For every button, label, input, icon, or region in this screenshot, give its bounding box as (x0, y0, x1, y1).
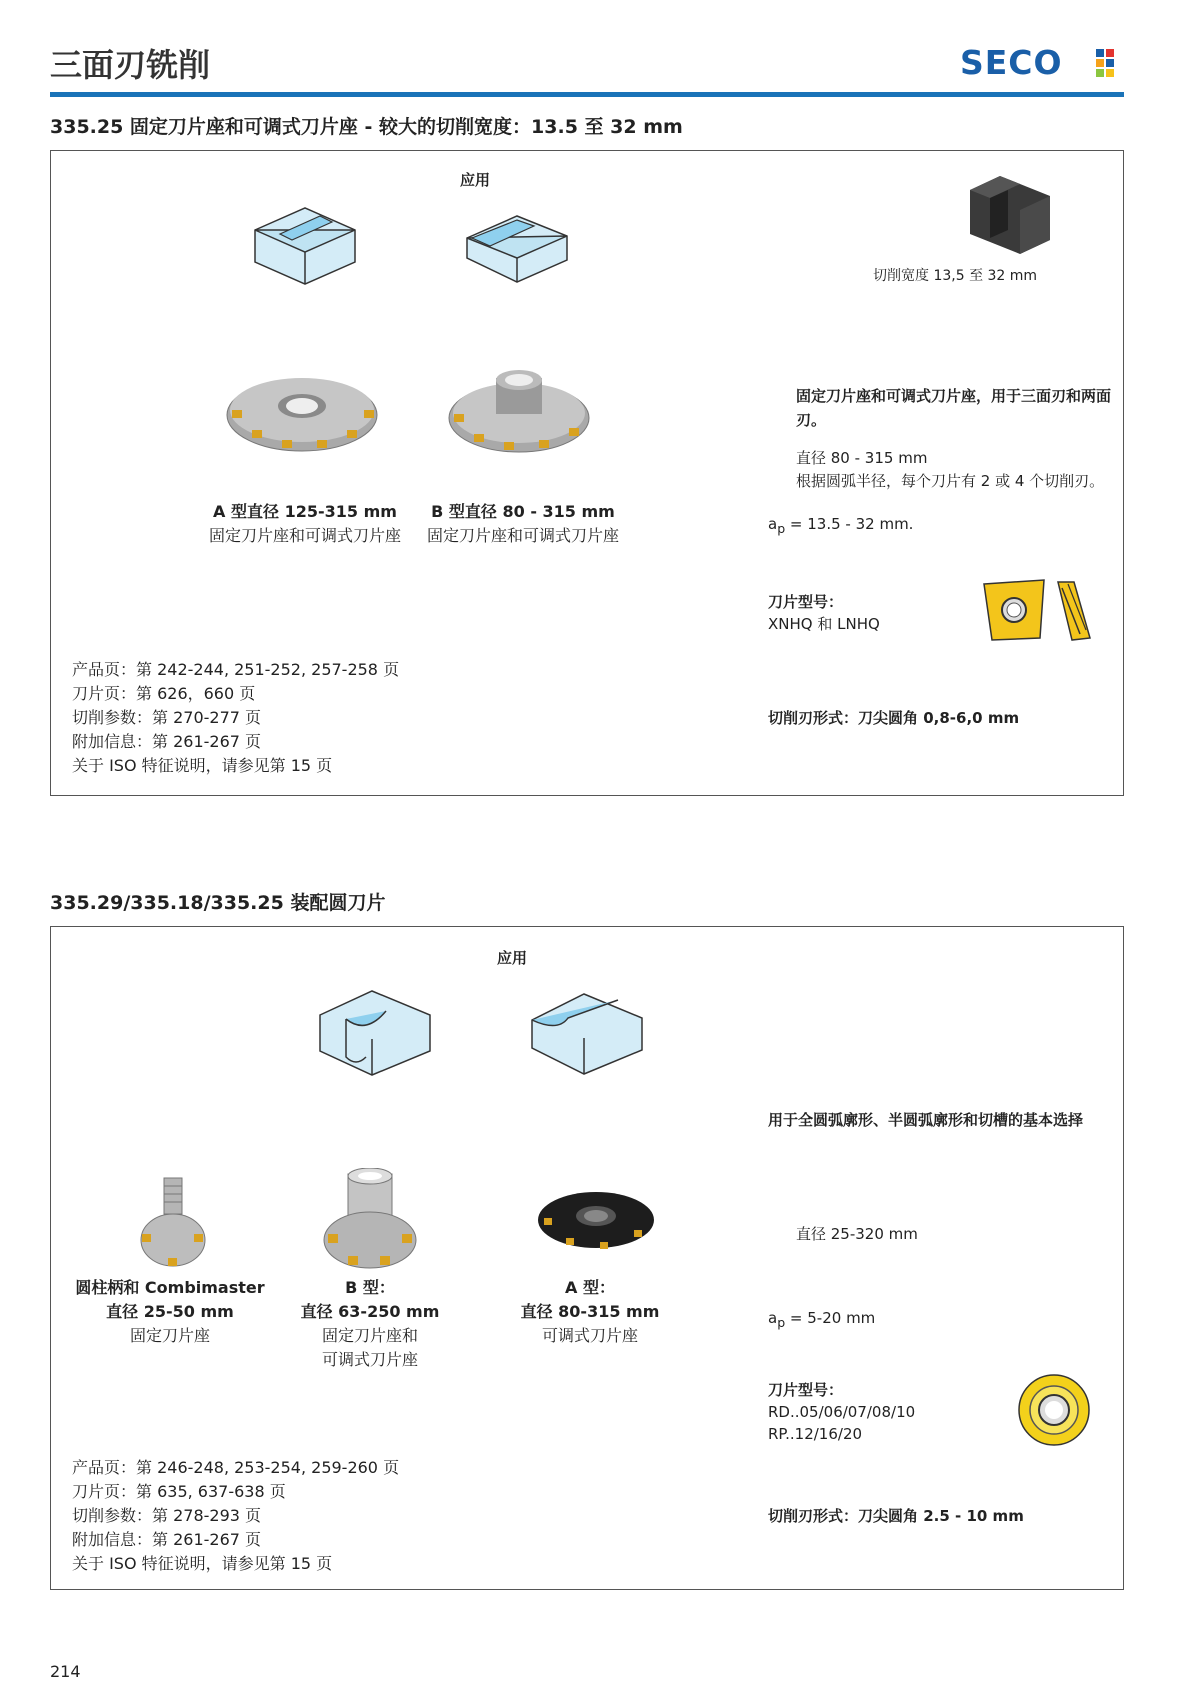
section-2-ap (768, 1306, 875, 1335)
type-a-line2: 固定刀片座和可调式刀片座 (208, 526, 401, 545)
tool-1-caption (70, 1276, 270, 1348)
section-1-edges: 根据圆弧半径，每个刀片有 2 或 4 个切削刃。 (796, 472, 1105, 490)
tool-3-line3: 可调式刀片座 (541, 1326, 638, 1345)
tool-2-line2: 直径 63-250 mm (300, 1302, 440, 1321)
application-label-2: 应用 (497, 949, 528, 967)
xnhq-insert-icon (980, 578, 1100, 644)
tool-3-line1: A 型： (565, 1278, 615, 1297)
section-1-edge-form: 切削刃形式：刀尖圆角 0,8-6,0 mm (768, 709, 1020, 727)
type-a-round-cutter-icon (536, 1188, 656, 1252)
ap-value-2: = 5-20 mm (789, 1309, 876, 1327)
section-1-refs (72, 658, 399, 778)
type-b-line1: B 型直径 80 - 315 mm (431, 502, 615, 521)
ref-product-pages-1: 产品页：第 242-244, 251-252, 257-258 页 (72, 660, 400, 679)
section-2-insert-label: 刀片型号： (768, 1381, 844, 1399)
tool-1-line3: 固定刀片座 (129, 1326, 210, 1345)
ref-cutting-params-2: 切削参数：第 278-293 页 (72, 1506, 262, 1525)
section-1-diameter: 直径 80 - 315 mm (796, 449, 928, 467)
section-1-title: 335.25 固定刀片座和可调式刀片座 - 较大的切削宽度：13.5 至 32 mm (50, 116, 683, 138)
ap-prefix-2: a (768, 1309, 778, 1327)
tool-2-line1: B 型： (345, 1278, 395, 1297)
half-radius-profile-icon (528, 988, 646, 1078)
section-2-edge-form: 切削刃形式：刀尖圆角 2.5 - 10 mm (768, 1507, 1024, 1525)
tool-2-line4: 可调式刀片座 (321, 1350, 418, 1369)
tool-2-caption (280, 1276, 460, 1372)
cut-width-caption: 切削宽度 13,5 至 32 mm (873, 268, 1038, 284)
ref-extra-info-1: 附加信息：第 261-267 页 (72, 732, 262, 751)
tool-1-line1: 圆柱柄和 Combimaster (75, 1278, 265, 1297)
cutter-type-a-icon (222, 370, 382, 460)
ref-insert-pages-1: 刀片页：第 626，660 页 (72, 684, 256, 703)
application-label-1: 应用 (460, 171, 491, 189)
slot-width-block-icon (960, 170, 1060, 256)
step-workpiece-icon (462, 208, 572, 288)
ref-cutting-params-1: 切削参数：第 270-277 页 (72, 708, 262, 727)
tool-3-caption (500, 1276, 680, 1348)
full-radius-slot-icon (316, 985, 434, 1081)
ap-sub-2: p (777, 1315, 786, 1330)
page-title: 三面刃铣削 (50, 46, 211, 84)
cutter-type-b-icon (444, 368, 594, 460)
section-2-title: 335.29/335.18/335.25 装配圆刀片 (50, 892, 386, 914)
section-2-diameter: 直径 25-320 mm (796, 1225, 918, 1243)
section-2-insert-line1: RD..05/06/07/08/10 (768, 1403, 916, 1421)
shank-cutter-icon (136, 1174, 210, 1270)
header-rule (50, 92, 1124, 97)
ap-sub-1: p (777, 521, 786, 536)
ref-extra-info-2: 附加信息：第 261-267 页 (72, 1530, 262, 1549)
type-b-line2: 固定刀片座和可调式刀片座 (426, 526, 619, 545)
ap-prefix-1: a (768, 515, 778, 533)
ref-iso-note-2: 关于 ISO 特征说明，请参见第 15 页 (72, 1554, 333, 1573)
section-1-description: 固定刀片座和可调式刀片座，用于三面刃和两面刃。 (796, 387, 1112, 429)
ref-insert-pages-2: 刀片页：第 635, 637-638 页 (72, 1482, 286, 1501)
type-a-caption (200, 500, 410, 548)
section-1-ap (768, 512, 913, 541)
tool-1-line2: 直径 25-50 mm (106, 1302, 234, 1321)
type-a-line1: A 型直径 125-315 mm (213, 502, 397, 521)
type-b-round-cutter-icon (320, 1168, 420, 1272)
slot-workpiece-icon (250, 200, 360, 290)
tool-3-line2: 直径 80-315 mm (520, 1302, 660, 1321)
round-insert-icon (1016, 1372, 1092, 1448)
page-number: 214 (50, 1662, 81, 1681)
section-2-description: 用于全圆弧廓形、半圆弧廓形和切槽的基本选择 (768, 1111, 1084, 1129)
section-1-insert-types: XNHQ 和 LNHQ (768, 615, 880, 633)
type-b-caption (418, 500, 628, 548)
ap-value-1: = 13.5 - 32 mm. (789, 515, 914, 533)
ref-product-pages-2: 产品页：第 246-248, 253-254, 259-260 页 (72, 1458, 400, 1477)
tool-2-line3: 固定刀片座和 (321, 1326, 418, 1345)
ref-iso-note-1: 关于 ISO 特征说明，请参见第 15 页 (72, 756, 333, 775)
svg-text:SECO: SECO (960, 44, 1063, 80)
seco-logo (960, 44, 1120, 80)
section-1-insert-label: 刀片型号： (768, 593, 844, 611)
section-2-insert-line2: RP..12/16/20 (768, 1425, 863, 1443)
section-2-refs (72, 1456, 399, 1576)
